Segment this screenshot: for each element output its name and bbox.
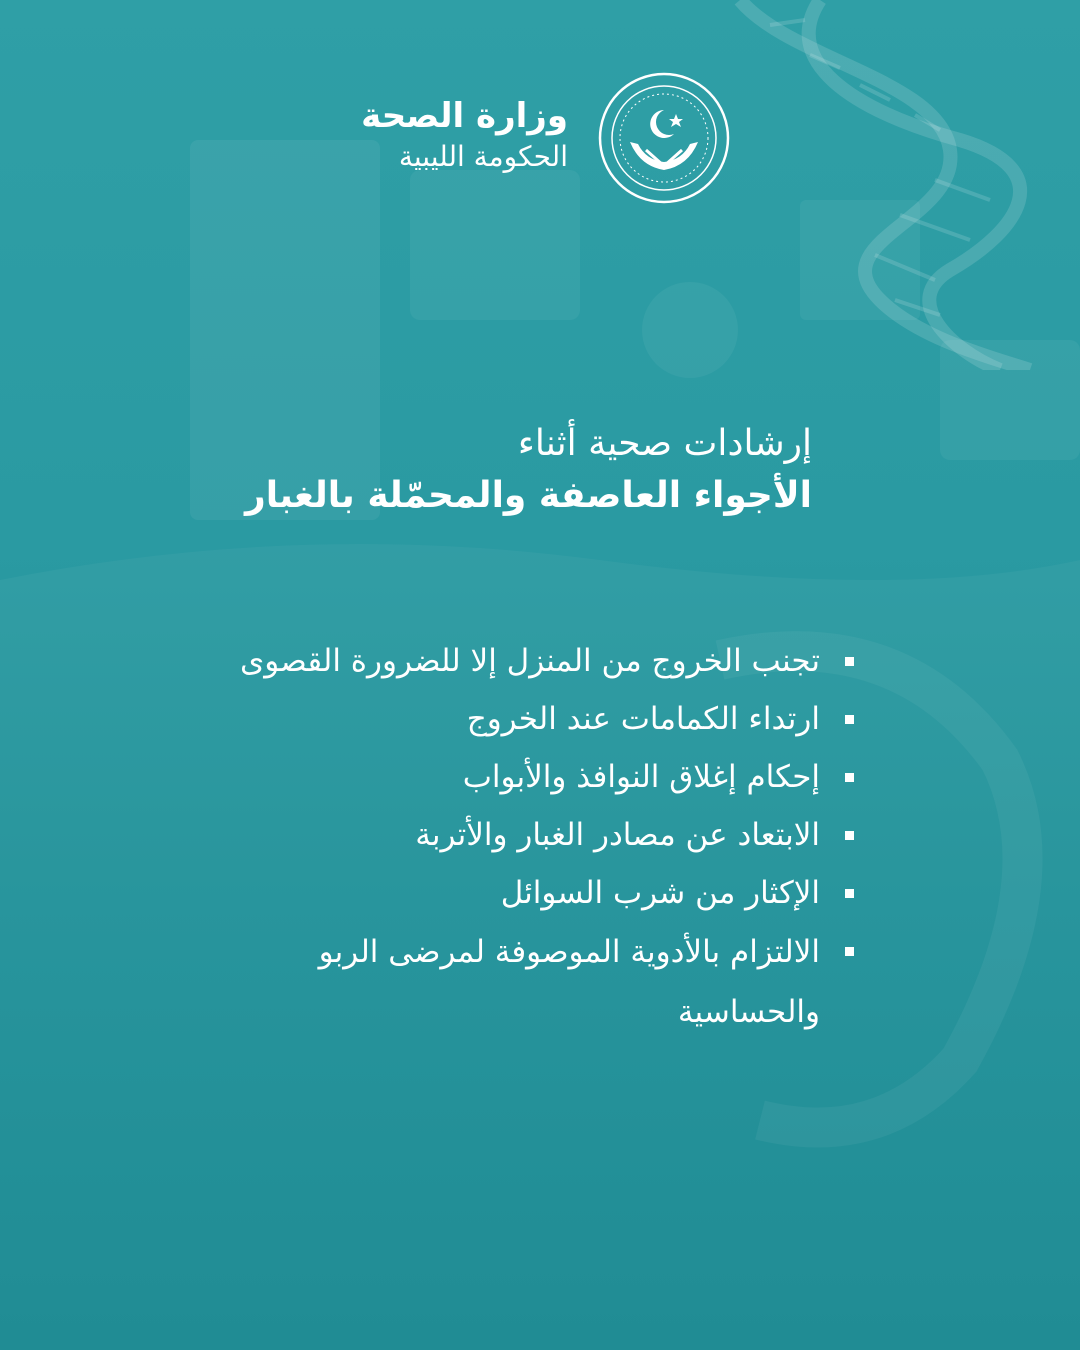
list-item [174, 806, 854, 864]
bullet-icon [845, 947, 854, 956]
tip-text: ارتداء الكمامات عند الخروج [466, 701, 820, 737]
ministry-emblem-icon [596, 70, 732, 206]
list-item [174, 748, 854, 806]
bullet-icon [845, 831, 854, 840]
bullet-icon [845, 715, 854, 724]
dna-helix-icon [700, 0, 1080, 370]
bullet-icon [845, 889, 854, 898]
page-title-line-2: الأجواء العاصفة والمحمّلة بالغبار [244, 475, 812, 516]
tip-text: تجنب الخروج من المنزل إلا للضرورة القصوى [240, 643, 820, 679]
list-item [174, 632, 854, 690]
ministry-title-block [361, 94, 568, 176]
list-item [180, 922, 854, 1042]
tip-text: الالتزام بالأدوية الموصوفة لمرضى الربو والحساسية [318, 934, 820, 1030]
list-item [174, 690, 854, 748]
title-block [212, 418, 812, 522]
ministry-name: وزارة الصحة [361, 96, 568, 136]
bullet-icon [845, 657, 854, 666]
page-title-line-1: إرشادات صحية أثناء [517, 423, 812, 464]
header [330, 70, 750, 220]
tips-list [174, 632, 854, 1042]
tip-text: الابتعاد عن مصادر الغبار والأتربة [415, 817, 820, 853]
bullet-icon [845, 773, 854, 782]
list-item [174, 864, 854, 922]
tip-text: الإكثار من شرب السوائل [500, 875, 820, 911]
tip-text: إحكام إغلاق النوافذ والأبواب [462, 759, 820, 795]
government-name: الحكومة الليبية [398, 140, 568, 173]
